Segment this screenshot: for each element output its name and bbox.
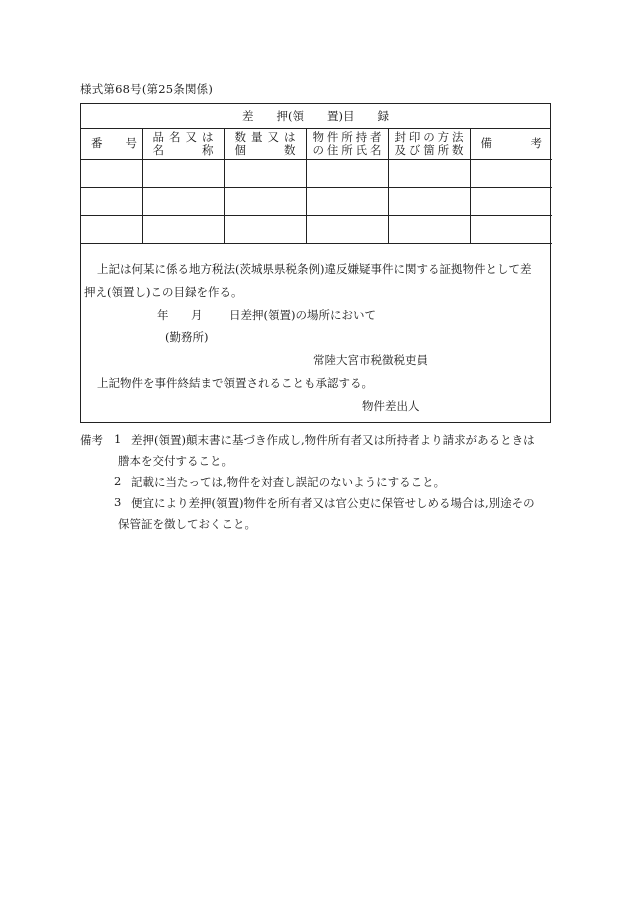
table-cell xyxy=(388,216,470,244)
remark-text: 保管証を徴しておくこと。 xyxy=(118,517,256,531)
table-cell xyxy=(81,216,142,244)
submitter-label: 物件差出人 xyxy=(362,399,420,413)
table-cell xyxy=(470,188,552,216)
remark-text: 記載に当たっては,物件を対査し誤記のないようにすること。 xyxy=(131,475,446,489)
column-header: 品名又は 名 称 xyxy=(142,128,224,160)
consent-statement: 上記物件を事件終結まで領置されることも承認する。 xyxy=(97,376,373,390)
date-year: 年 xyxy=(157,308,169,322)
tax-official: 常陸大宮市税徴税吏員 xyxy=(313,353,428,367)
table-row xyxy=(81,160,552,188)
statement-line-1: 上記は何某に係る地方税法(茨城県県税条例)違反嫌疑事件に関する証拠物件として差 xyxy=(97,262,532,276)
table-cell xyxy=(306,160,388,188)
table-row xyxy=(81,188,552,216)
remark-number: 3 xyxy=(114,495,122,509)
remark-text: 差押(領置)顛末書に基づき作成し,物件所有者又は所持者より請求があるときは xyxy=(131,433,535,447)
table-cell xyxy=(224,188,306,216)
table-cell xyxy=(142,188,224,216)
statement-line-2: 押え(領置し)この目録を作る。 xyxy=(84,285,243,299)
table-cell xyxy=(388,188,470,216)
form-number: 様式第68号(第25条関係) xyxy=(80,82,214,96)
table-row xyxy=(81,216,552,244)
column-header: 封印の方法 及び箇所数 xyxy=(388,128,470,160)
table-header-row xyxy=(81,128,552,160)
table-cell xyxy=(81,160,142,188)
date-month: 月 xyxy=(191,308,203,322)
remarks-label: 備考 xyxy=(80,433,103,447)
table-cell xyxy=(224,160,306,188)
seizure-place: 日差押(領置)の場所において xyxy=(229,308,376,322)
inventory-form xyxy=(80,103,551,423)
table-cell xyxy=(306,188,388,216)
remark-text: 便宜により差押(領置)物件を所有者又は官公吏に保管せしめる場合は,別途その xyxy=(131,496,535,510)
table-cell xyxy=(470,160,552,188)
remark-number: 2 xyxy=(114,474,122,488)
form-title: 差 押(領 置)目 録 xyxy=(81,104,550,129)
table-cell xyxy=(81,188,142,216)
column-header: 備 考 xyxy=(470,128,552,160)
table-cell xyxy=(388,160,470,188)
office-label: (勤務所) xyxy=(165,330,209,344)
remark-number: 1 xyxy=(114,432,122,446)
column-header: 物件所持者 の住所氏名 xyxy=(306,128,388,160)
table-cell xyxy=(306,216,388,244)
column-header: 数量又は 個 数 xyxy=(224,128,306,160)
remark-text: 謄本を交付すること。 xyxy=(118,454,233,468)
table-cell xyxy=(142,216,224,244)
column-header: 番 号 xyxy=(81,128,142,160)
table-cell xyxy=(224,216,306,244)
table-cell xyxy=(470,216,552,244)
table-cell xyxy=(142,160,224,188)
inventory-table xyxy=(81,128,552,244)
